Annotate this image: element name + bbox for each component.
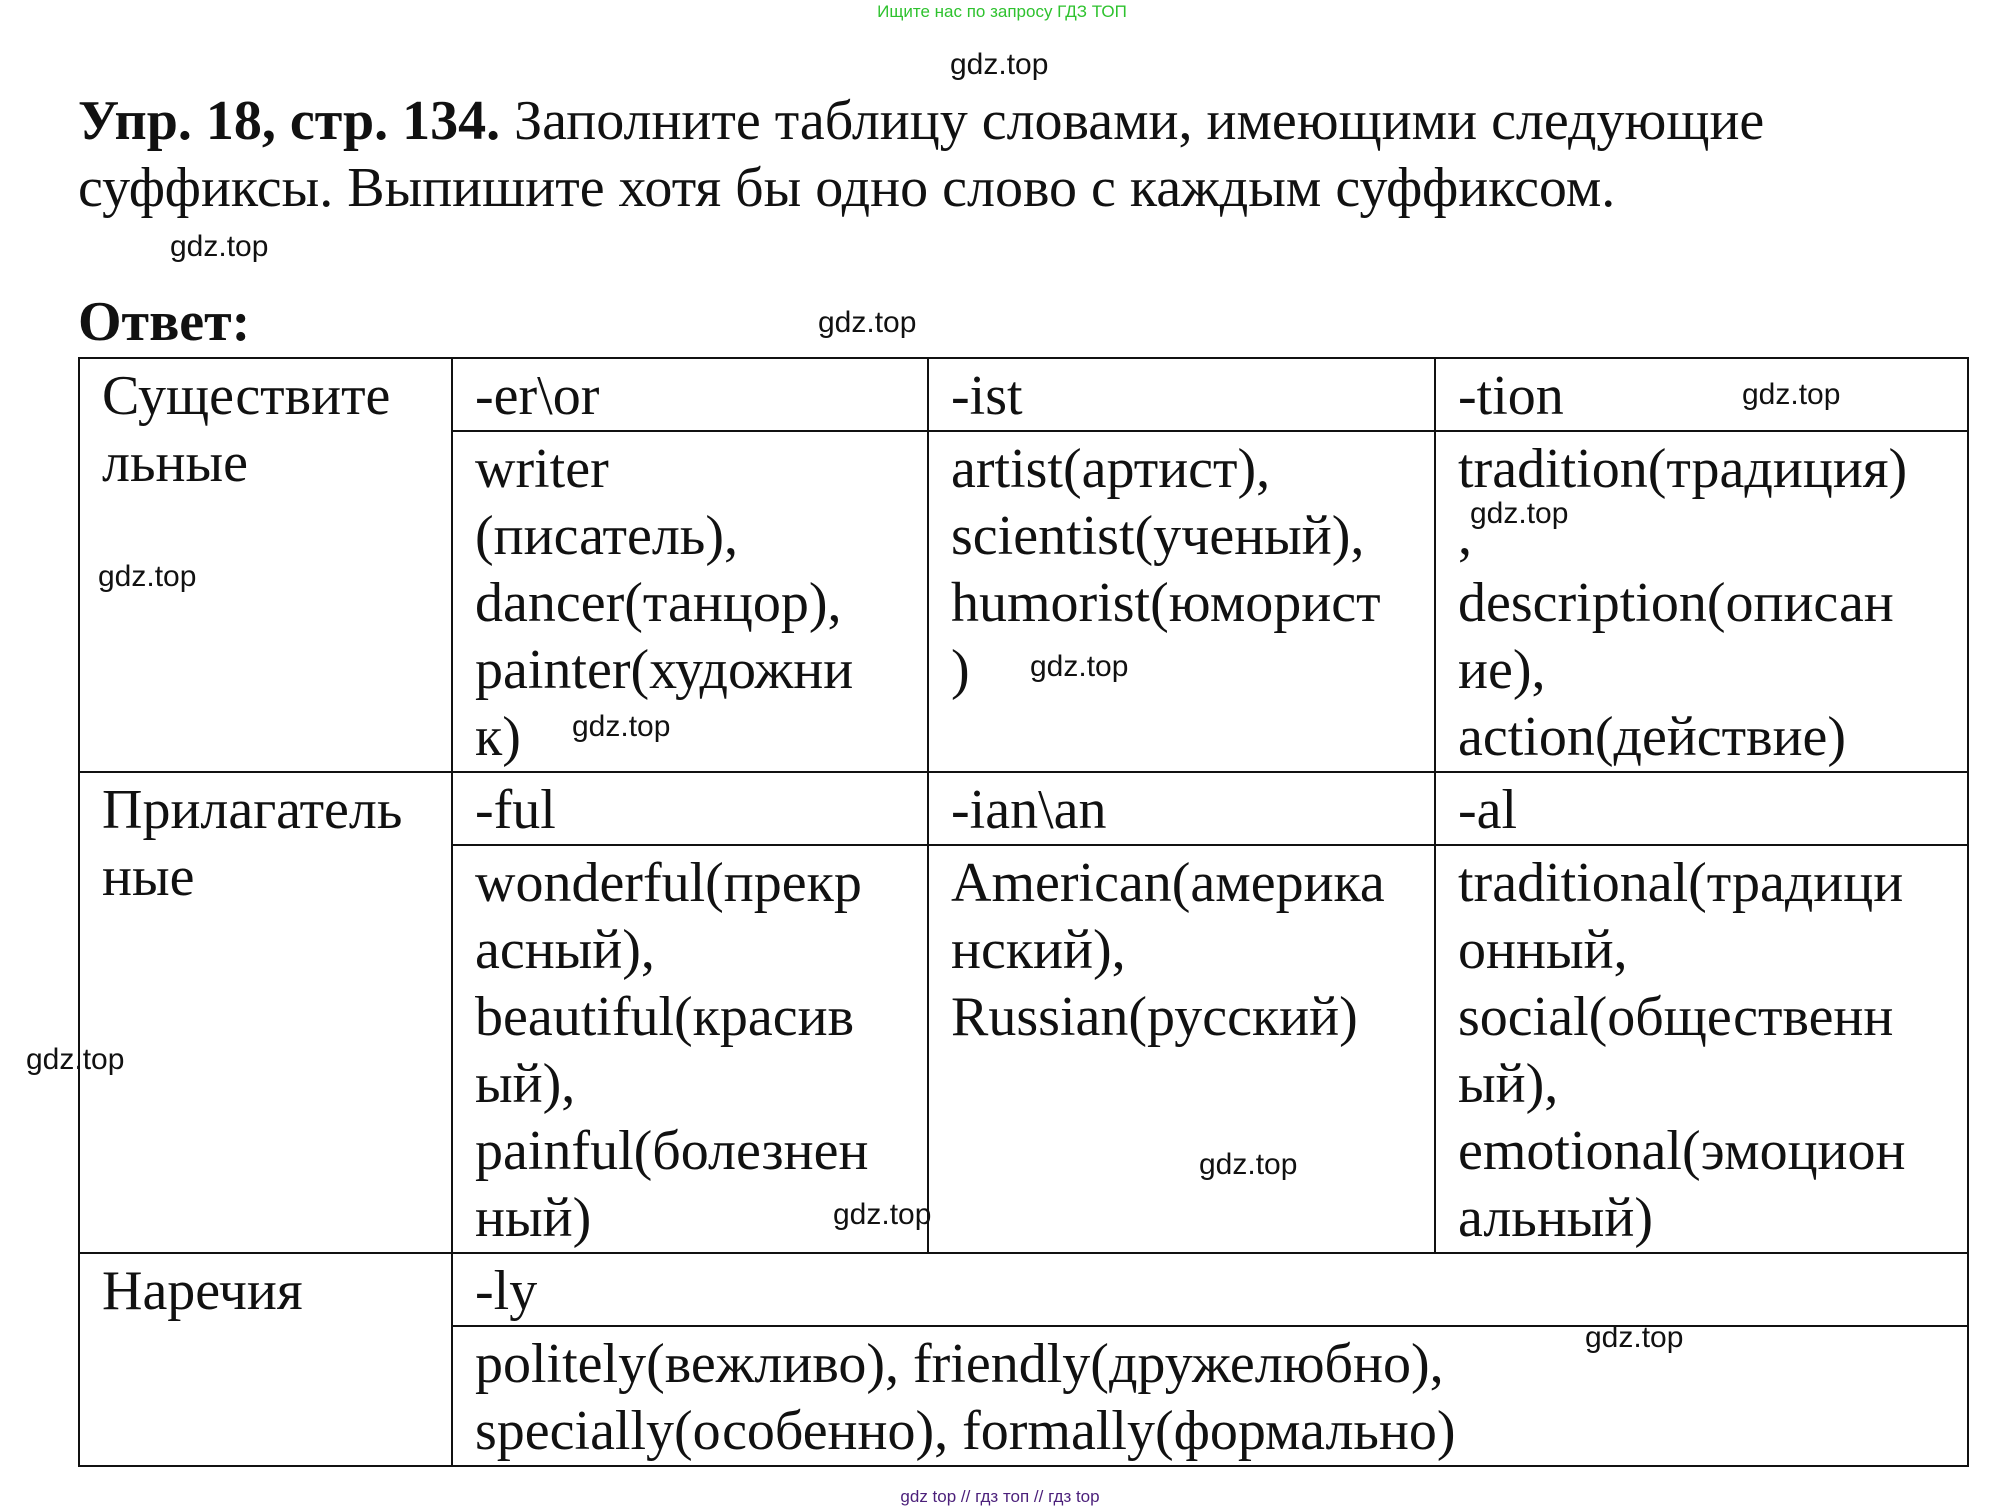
text-line: emotional(эмоцион — [1458, 1120, 1906, 1182]
suffix-cell: -tion — [1435, 358, 1968, 431]
examples-cell — [452, 1326, 1968, 1466]
text-line: painter(художни — [475, 639, 854, 701]
examples-cell — [928, 845, 1435, 1253]
suffix-cell: -er\or — [452, 358, 928, 431]
watermark: gdz.top — [572, 710, 671, 743]
suffix-cell: -al — [1435, 772, 1968, 845]
text-line: , — [1458, 505, 1472, 567]
text-line: нский), — [951, 919, 1126, 981]
text-line: description(описан — [1458, 572, 1894, 634]
text-line: scientist(ученый), — [951, 505, 1365, 567]
examples-cell — [452, 845, 928, 1253]
suffix-cell: -ly — [452, 1253, 1968, 1326]
text-line: action(действие) — [1458, 706, 1847, 768]
text-line: ) — [951, 639, 970, 701]
watermark: gdz.top — [1199, 1148, 1298, 1181]
task-text: Заполните таблицу словами, имеющими следующие суффиксы. Выпишите хотя бы одно слово с каждым суффиксом. — [78, 90, 1765, 219]
task-label: Упр. 18, стр. 134. — [78, 90, 501, 152]
text-line: ый), — [475, 1053, 576, 1115]
text-line: painful(болезнен — [475, 1120, 869, 1182]
text-line: American(америка — [951, 852, 1385, 914]
watermark: gdz.top — [1742, 378, 1841, 411]
footer-links: gdz top // гдз топ // гдз top — [900, 1487, 1100, 1506]
examples-cell — [928, 431, 1435, 772]
task-statement — [78, 88, 1958, 222]
text-line: tradition(традиция) — [1458, 438, 1908, 500]
text-line: ие), — [1458, 639, 1546, 701]
watermark: gdz.top — [170, 230, 269, 263]
text-line: writer — [475, 438, 609, 500]
watermark: gdz.top — [1030, 650, 1129, 683]
examples-cell — [1435, 431, 1968, 772]
text-line: social(общественн — [1458, 986, 1894, 1048]
suffix-cell: -ful — [452, 772, 928, 845]
text-line: politely(вежливо), friendly(дружелюбно), — [475, 1333, 1444, 1395]
text-line: dancer(танцор), — [475, 572, 842, 634]
text-line: Russian(русский) — [951, 986, 1358, 1048]
category-adjectives — [79, 772, 452, 1253]
text-line: альный) — [1458, 1187, 1654, 1249]
watermark: gdz.top — [1585, 1321, 1684, 1354]
text-line: льные — [102, 432, 248, 494]
text-line: к) — [475, 706, 521, 768]
watermark: gdz.top — [833, 1198, 932, 1231]
text-line: онный, — [1458, 919, 1628, 981]
text-line: specially(особенно), formally(формально) — [475, 1400, 1456, 1462]
suffix-cell: -ian\an — [928, 772, 1435, 845]
watermark: gdz.top — [950, 48, 1049, 81]
watermark: gdz.top — [1470, 497, 1569, 530]
text-line: Существите — [102, 365, 391, 427]
text-line: (писатель), — [475, 505, 738, 567]
text-line: ный) — [475, 1187, 592, 1249]
text-line: beautiful(красив — [475, 986, 855, 1048]
search-hint-banner: Ищите нас по запросу ГДЗ ТОП — [877, 2, 1127, 21]
answer-heading: Ответ: — [78, 291, 251, 353]
text-line: Наречия — [102, 1260, 303, 1322]
text-line: traditional(традици — [1458, 852, 1904, 914]
watermark: gdz.top — [26, 1043, 125, 1076]
examples-cell — [452, 431, 928, 772]
text-line: ные — [102, 846, 195, 908]
watermark: gdz.top — [98, 560, 197, 593]
text-line: humorist(юморист — [951, 572, 1381, 634]
suffix-cell: -ist — [928, 358, 1435, 431]
text-line: Прилагатель — [102, 779, 403, 841]
text-line: асный), — [475, 919, 655, 981]
text-line: artist(артист), — [951, 438, 1271, 500]
text-line: ый), — [1458, 1053, 1559, 1115]
examples-cell — [1435, 845, 1968, 1253]
suffix-table — [78, 357, 1969, 1467]
text-line: wonderful(прекр — [475, 852, 862, 914]
category-adverbs — [79, 1253, 452, 1466]
watermark: gdz.top — [818, 306, 917, 339]
